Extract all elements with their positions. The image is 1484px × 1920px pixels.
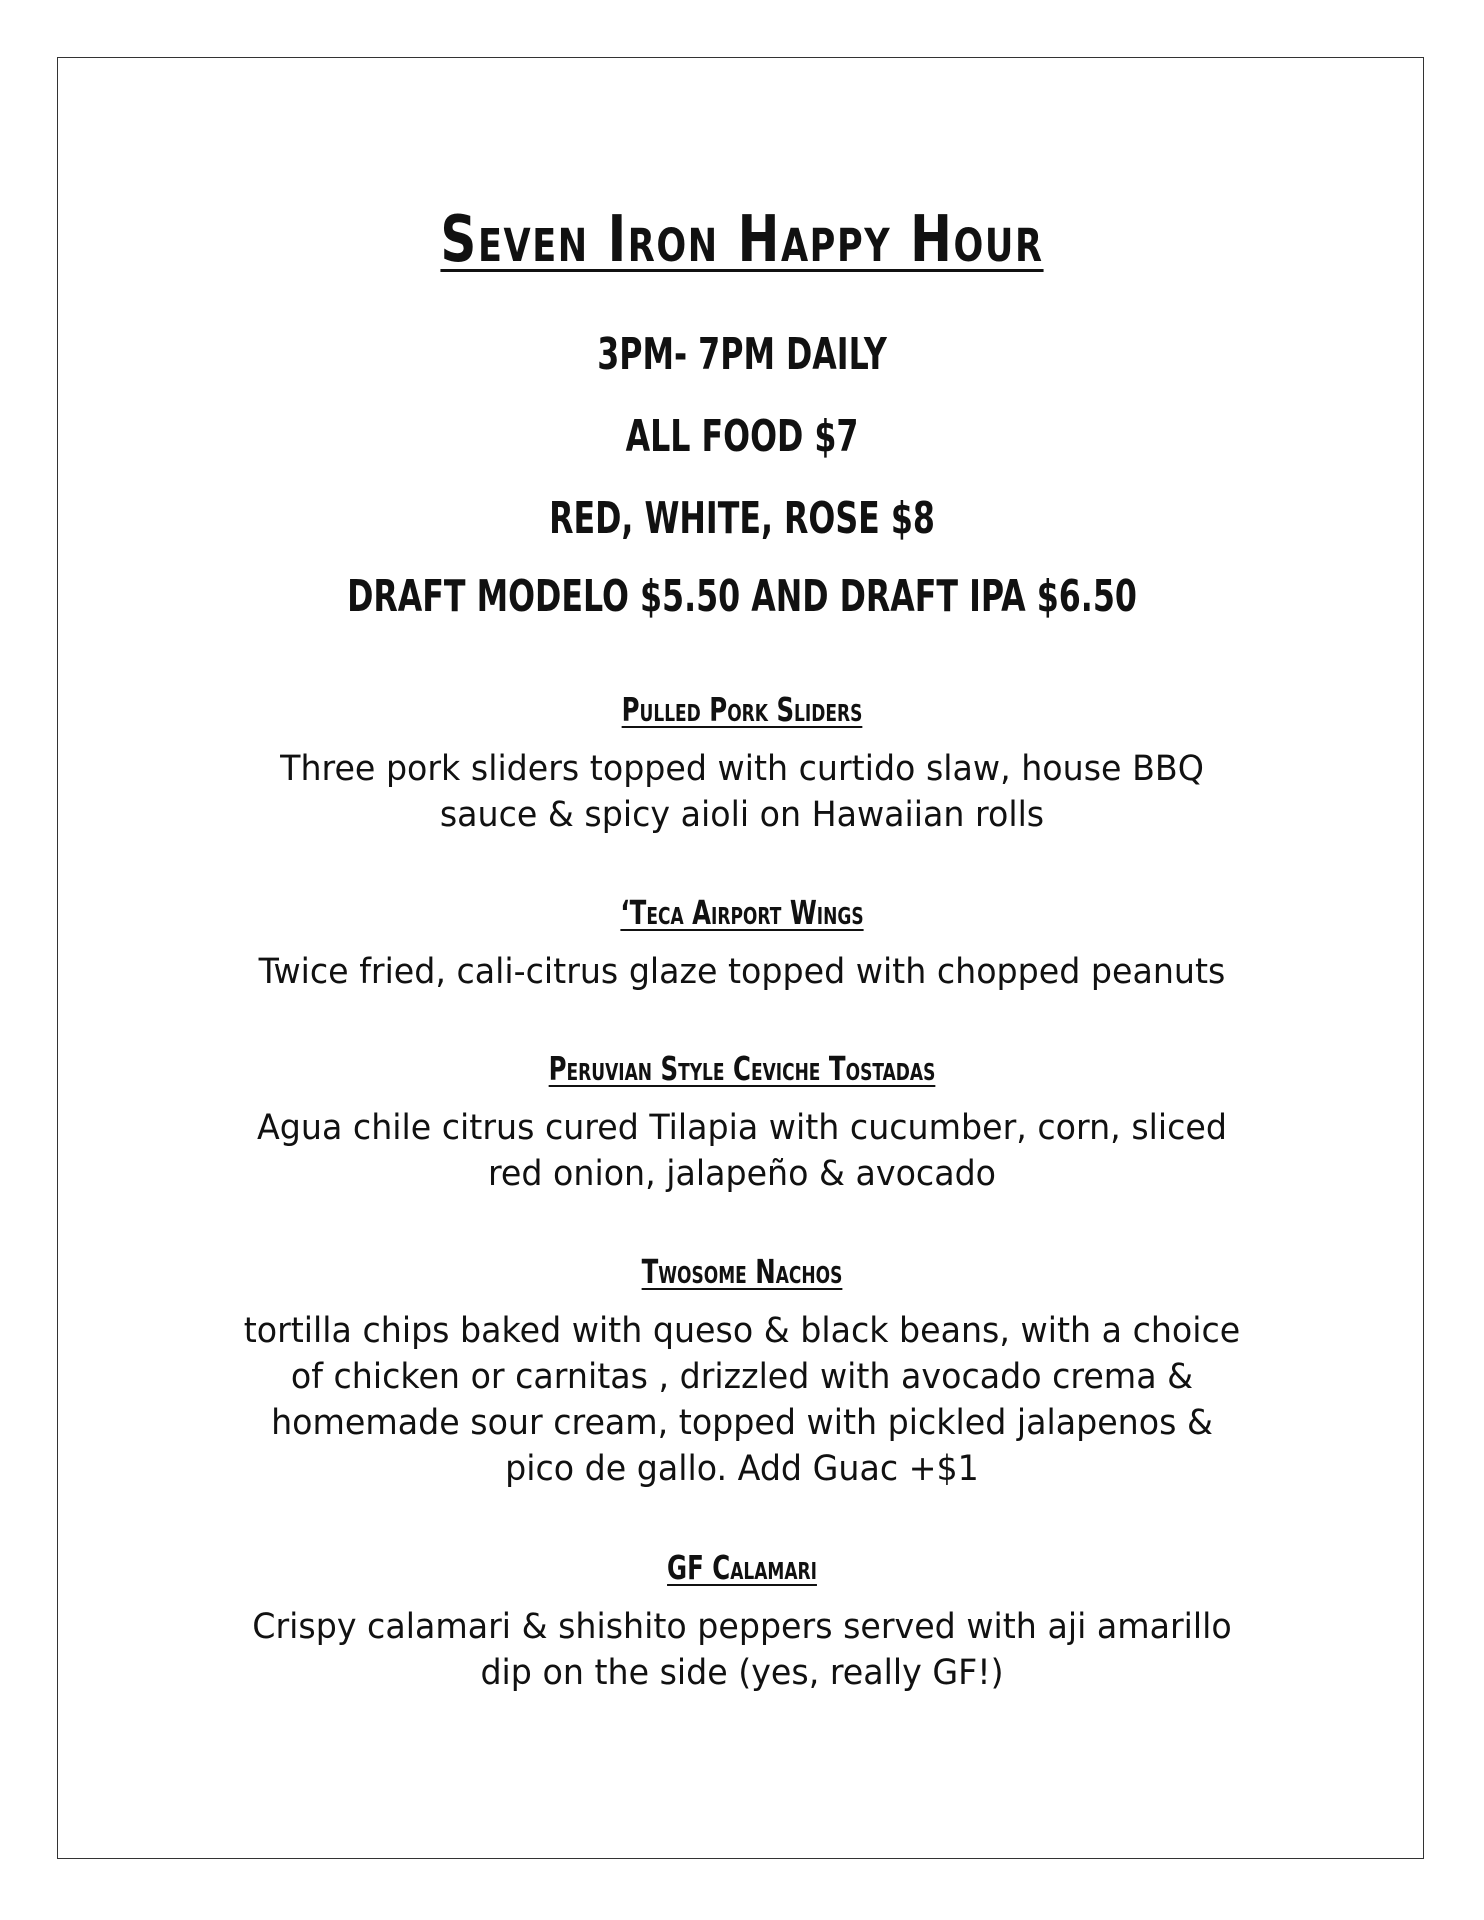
description-line: sauce & spicy aioli on Hawaiian rolls: [439, 795, 1045, 835]
hours-line: 3PM- 7PM DAILY: [597, 329, 887, 380]
description-line: Agua chile citrus cured Tilapia with cucumber, corn, sliced: [257, 1108, 1227, 1148]
menu-title-text: Seven Iron Happy Hour: [440, 203, 1044, 277]
menu-item-name: ‘Teca Airport Wings: [620, 893, 864, 932]
description-line: Twice fried, cali-citrus glaze topped with chopped peanuts: [258, 952, 1226, 992]
description-line: red onion, jalapeño & avocado: [487, 1154, 997, 1194]
menu-item-description: [37, 1105, 1447, 1197]
wine-price-line: RED, WHITE, ROSE $8: [549, 493, 935, 544]
menu-item-heading: [193, 1548, 1291, 1588]
menu-item-heading: [193, 690, 1291, 730]
menu-item-name: Peruvian Style Ceviche Tostadas: [548, 1049, 936, 1088]
menu-item-name: GF Calamari: [667, 1548, 817, 1587]
description-line: dip on the side (yes, really GF!): [480, 1653, 1004, 1693]
description-line: of chicken or carnitas , drizzled with avocado crema &: [290, 1357, 1194, 1397]
menu-title: [163, 200, 1321, 280]
beer-price-line: DRAFT MODELO $5.50 AND DRAFT IPA $6.50: [347, 571, 1137, 622]
menu-item-heading: [193, 1049, 1291, 1089]
menu-item-description: [37, 1308, 1447, 1492]
menu-item-heading: [193, 1252, 1291, 1292]
description-line: pico de gallo. Add Guac +$1: [505, 1449, 979, 1489]
description-line: tortilla chips baked with queso & black beans, with a choice: [243, 1311, 1241, 1351]
menu-item-name: Pulled Pork Sliders: [621, 690, 863, 729]
description-line: homemade sour cream, topped with pickled jalapenos &: [271, 1403, 1213, 1443]
menu-item-heading: [193, 893, 1291, 933]
menu-item-description: [37, 949, 1447, 995]
description-line: Crispy calamari & shishito peppers served with aji amarillo: [252, 1607, 1232, 1647]
menu-item-description: [37, 746, 1447, 838]
menu-item-description: [37, 1604, 1447, 1696]
description-line: Three pork sliders topped with curtido slaw, house BBQ: [280, 749, 1204, 789]
menu-item-name: Twosome Nachos: [641, 1252, 843, 1291]
food-price-line: ALL FOOD $7: [625, 411, 859, 462]
